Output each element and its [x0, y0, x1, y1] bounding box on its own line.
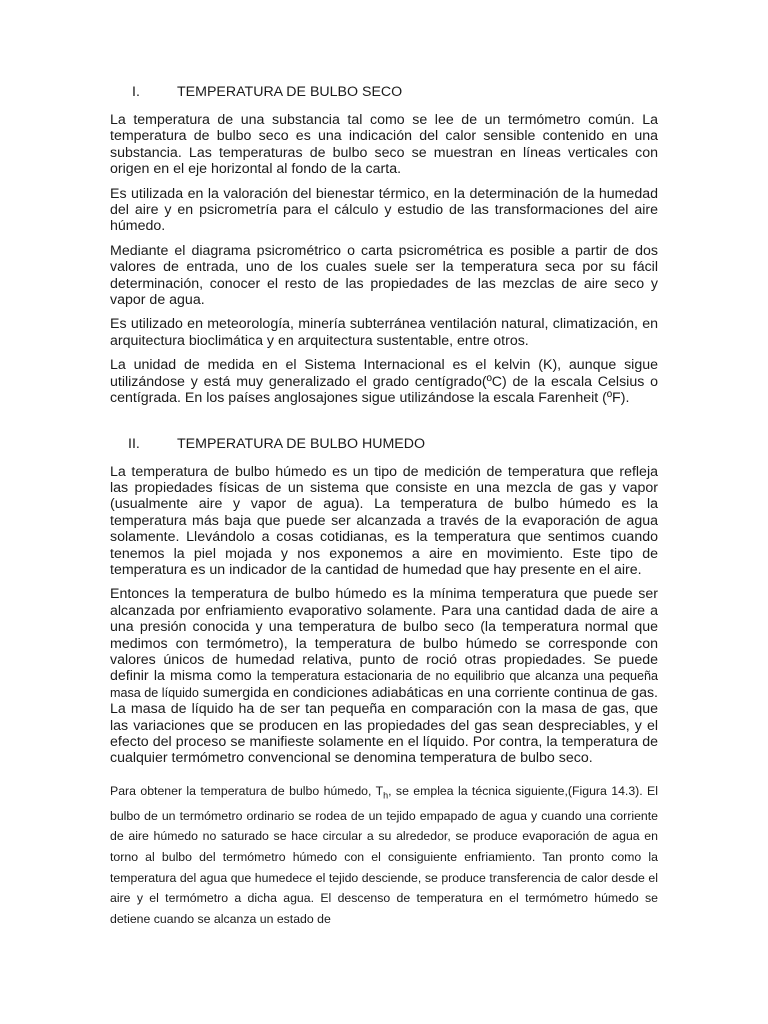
section-2-paragraph-3-part-a: Para obtener la temperatura de bulbo húmedo, T — [110, 783, 384, 798]
section-2-paragraph-1: La temperatura de bulbo húmedo es un tipo de medición de temperatura que refleja las propiedades físicas de un sistema que consiste en una mezcla de gas y vapor (usualmente aire y vapor de agua). La temperatura de bulbo húmedo es la temperatura más baja que puede ser alcanzada a través de la evaporación de agua solamente. Llevándolo a cosas cotidianas, es la temperatura que sentimos cuando tenemos la piel mojada y nos exponemos a aire en movimiento. Este tipo de temperatura es un indicador de la cantidad de humedad que hay presente en el aire. — [110, 463, 658, 578]
section-2-paragraph-3-subscript: h — [383, 790, 389, 801]
section-1-title: TEMPERATURA DE BULBO SECO — [177, 84, 403, 100]
section-2-heading — [110, 435, 658, 453]
section-2-title: TEMPERATURA DE BULBO HUMEDO — [177, 435, 426, 452]
section-1-paragraph-1: La temperatura de una substancia tal como se lee de un termómetro común. La temperatura de bulbo seco es una indicación del calor sensible contenido en una substancia. Las temperaturas de bulbo seco se muestran en líneas verticales con origen en el eje horizontal al fondo de la carta. — [110, 112, 658, 178]
section-1-paragraph-5: La unidad de medida en el Sistema Internacional es el kelvin (K), aunque sigue utilizándose y está muy generalizado el grado centígrado(ºC) de la escala Celsius o centígrada. En los países anglosajones sigue utilizándose la escala Farenheit (ºF). — [110, 357, 658, 407]
section-2-paragraph-2-part-a: Entonces la temperatura de bulbo húmedo es la mínima temperatura que puede ser alcanzada por enfriamiento evaporativo solamente. Para una cantidad dada de aire a una presión conocida y una temperatura de bulbo seco (la temperatura normal que medimos con termómetro), la temperatura de bulbo húmedo se corresponde con valores únicos de humedad relativa, punto de roció otras propiedades. Se puede definir la misma como — [110, 586, 658, 685]
section-2-paragraph-2-part-c: sumergida en condiciones adiabáticas en una corriente continua de gas. La masa de líquido ha de ser tan pequeña en comparación con la masa de gas, que las variaciones que se producen en las propiedades del gas sean despreciables, y el efecto del proceso se manifieste solamente en el líquido. Por contra, la temperatura de cualquier termómetro convencional se denomina temperatura de bulbo seco. — [110, 684, 658, 767]
section-1-heading — [110, 83, 658, 101]
section-2-paragraph-2 — [110, 586, 658, 766]
section-2-paragraph-3-part-b: , se emplea la técnica siguiente,(Figura 14.3). El bulbo de un termómetro ordinario se rodea de un tejido empapado de agua y cuando una corriente de aire húmedo no saturado se hace circular a su alrededor, se produce evaporación de agua en torno al bulbo del termómetro húmedo con el consiguiente enfriamiento. Tan pronto como la temperatura del agua que humedece el tejido desciende, se produce transferencia de calor desde el aire y el termómetro a dicha agua. El descenso de temperatura en el termómetro húmedo se detiene cuando se alcanza un estado de — [110, 783, 658, 926]
section-2-number: II. — [128, 435, 140, 452]
section-1-paragraph-2: Es utilizada en la valoración del bienestar térmico, en la determinación de la humedad del aire y en psicrometría para el cálculo y estudio de las transformaciones del aire húmedo. — [110, 185, 658, 235]
document-page — [110, 83, 658, 937]
section-2-paragraph-2-part-b: la temperatura estacionaria de no equilibrio que alcanza una pequeña masa de líquido — [110, 669, 658, 700]
section-1-number: I. — [132, 84, 140, 100]
section-1-paragraph-3: Mediante el diagrama psicrométrico o carta psicrométrica es posible a partir de dos valores de entrada, uno de los cuales suele ser la temperatura seca por su fácil determinación, conocer el resto de las propiedades de las mezclas de aire seco y vapor de agua. — [110, 242, 658, 309]
section-2-paragraph-3 — [110, 781, 658, 930]
section-1-paragraph-4: Es utilizado en meteorología, minería subterránea ventilación natural, climatización, en arquitectura bioclimática y en arquitectura sustentable, entre otros. — [110, 316, 658, 349]
